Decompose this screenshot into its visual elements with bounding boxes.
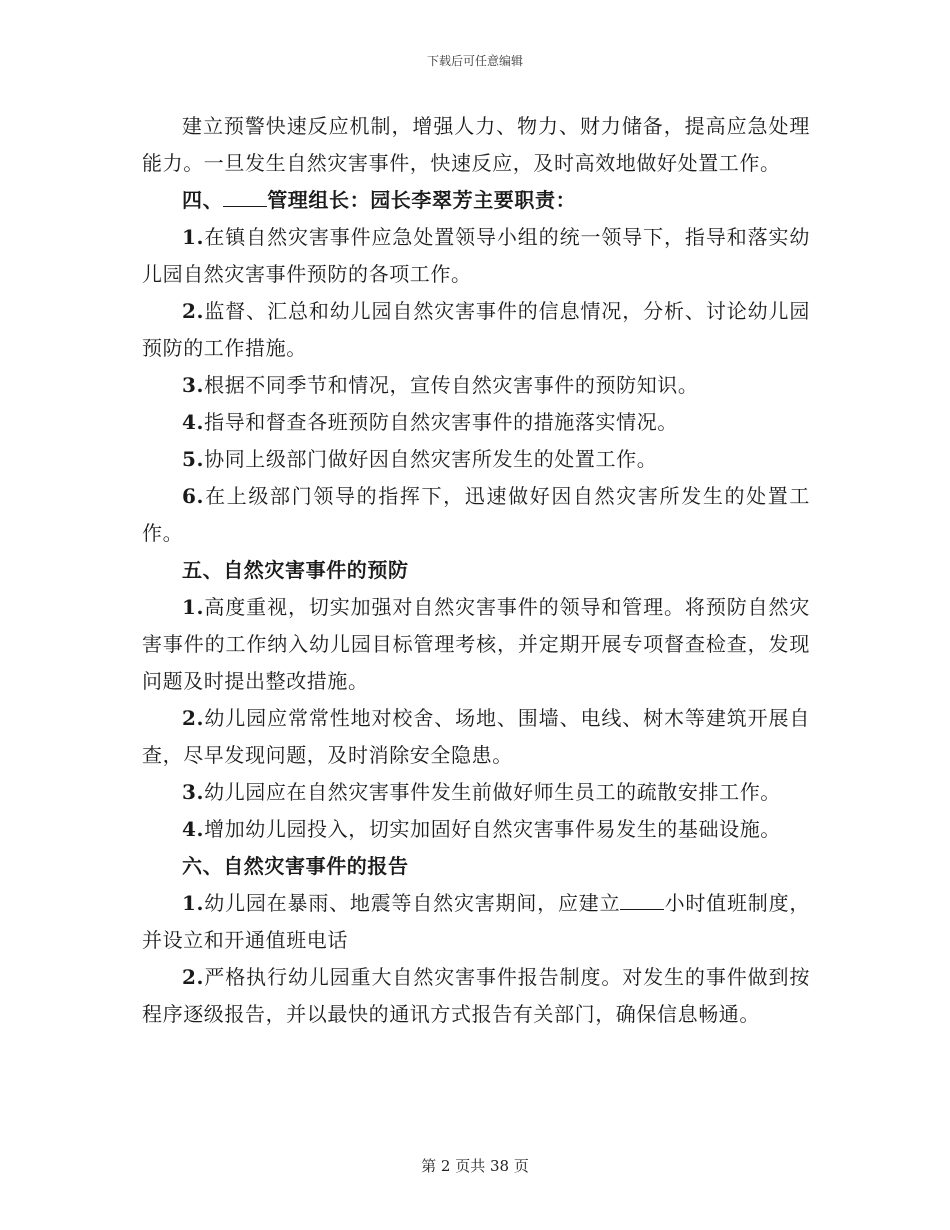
item-number: 6. bbox=[182, 484, 205, 508]
item-text-after-blank: 小时值班制度，并设立和开通值班电话 bbox=[142, 891, 811, 952]
list-item bbox=[142, 478, 810, 552]
item-text-before-blank: 幼儿园在暴雨、地震等自然灾害期间，应建立 bbox=[204, 891, 621, 915]
item-text: 幼儿园应在自然灾害事件发生前做好师生员工的疏散安排工作。 bbox=[204, 780, 781, 804]
list-item bbox=[142, 293, 810, 367]
list-item bbox=[142, 219, 810, 293]
item-text: 监督、汇总和幼儿园自然灾害事件的信息情况，分析、讨论幼儿园预防的工作措施。 bbox=[142, 299, 810, 360]
item-number: 2. bbox=[182, 299, 205, 323]
item-number: 1. bbox=[182, 595, 205, 619]
list-item bbox=[142, 700, 810, 774]
item-text: 严格执行幼儿园重大自然灾害事件报告制度。对发生的事件做到按程序逐级报告，并以最快的通讯方式报告有关部门，确保信息畅通。 bbox=[142, 965, 810, 1026]
item-number: 3. bbox=[182, 373, 205, 397]
page-header: 下载后可任意编辑 bbox=[426, 54, 523, 68]
item-text: 协同上级部门做好因自然灾害所发生的处置工作。 bbox=[204, 447, 658, 471]
list-item bbox=[142, 404, 810, 441]
item-number: 2. bbox=[182, 965, 205, 989]
item-text: 指导和督查各班预防自然灾害事件的措施落实情况。 bbox=[204, 410, 678, 434]
list-item bbox=[142, 885, 810, 959]
heading-prefix: 四、 bbox=[182, 188, 224, 212]
list-item bbox=[142, 441, 810, 478]
item-text: 在上级部门领导的指挥下，迅速做好因自然灾害所发生的处置工作。 bbox=[142, 484, 810, 545]
list-item bbox=[142, 774, 810, 811]
list-item bbox=[142, 959, 810, 1033]
item-text: 在镇自然灾害事件应急处置领导小组的统一领导下，指导和落实幼儿园自然灾害事件预防的各项工作。 bbox=[142, 225, 810, 286]
fill-blank bbox=[620, 891, 664, 910]
item-number: 4. bbox=[182, 817, 205, 841]
section-heading-5: 五、自然灾害事件的预防 bbox=[182, 558, 409, 582]
item-number: 1. bbox=[182, 891, 205, 915]
list-item bbox=[142, 811, 810, 848]
section-heading-4 bbox=[142, 182, 810, 219]
item-text: 根据不同季节和情况，宣传自然灾害事件的预防知识。 bbox=[204, 373, 699, 397]
item-text: 增加幼儿园投入，切实加固好自然灾害事件易发生的基础设施。 bbox=[204, 817, 781, 841]
section-heading-6: 六、自然灾害事件的报告 bbox=[182, 854, 409, 878]
item-number: 2. bbox=[182, 706, 205, 730]
item-number: 5. bbox=[182, 447, 205, 471]
item-text: 高度重视，切实加强对自然灾害事件的领导和管理。将预防自然灾害事件的工作纳入幼儿园目标管理考核，并定期开展专项督查检查，发现问题及时提出整改措施。 bbox=[142, 595, 810, 693]
list-item bbox=[142, 367, 810, 404]
list-item bbox=[142, 589, 810, 700]
heading-suffix: 管理组长：园长李翠芳主要职责： bbox=[267, 188, 577, 212]
item-text: 幼儿园应常常性地对校舍、场地、围墙、电线、树木等建筑开展自查，尽早发现问题，及时消除安全隐患。 bbox=[142, 706, 810, 767]
document-body bbox=[142, 108, 810, 1033]
paragraph-intro: 建立预警快速反应机制，增强人力、物力、财力储备，提高应急处理能力。一旦发生自然灾害事件，快速反应，及时高效地做好处置工作。 bbox=[142, 114, 810, 175]
page-number-footer: 第 2 页共 38 页 bbox=[421, 1157, 529, 1175]
item-number: 1. bbox=[182, 225, 205, 249]
item-number: 3. bbox=[182, 780, 205, 804]
fill-blank bbox=[223, 188, 267, 207]
item-number: 4. bbox=[182, 410, 205, 434]
